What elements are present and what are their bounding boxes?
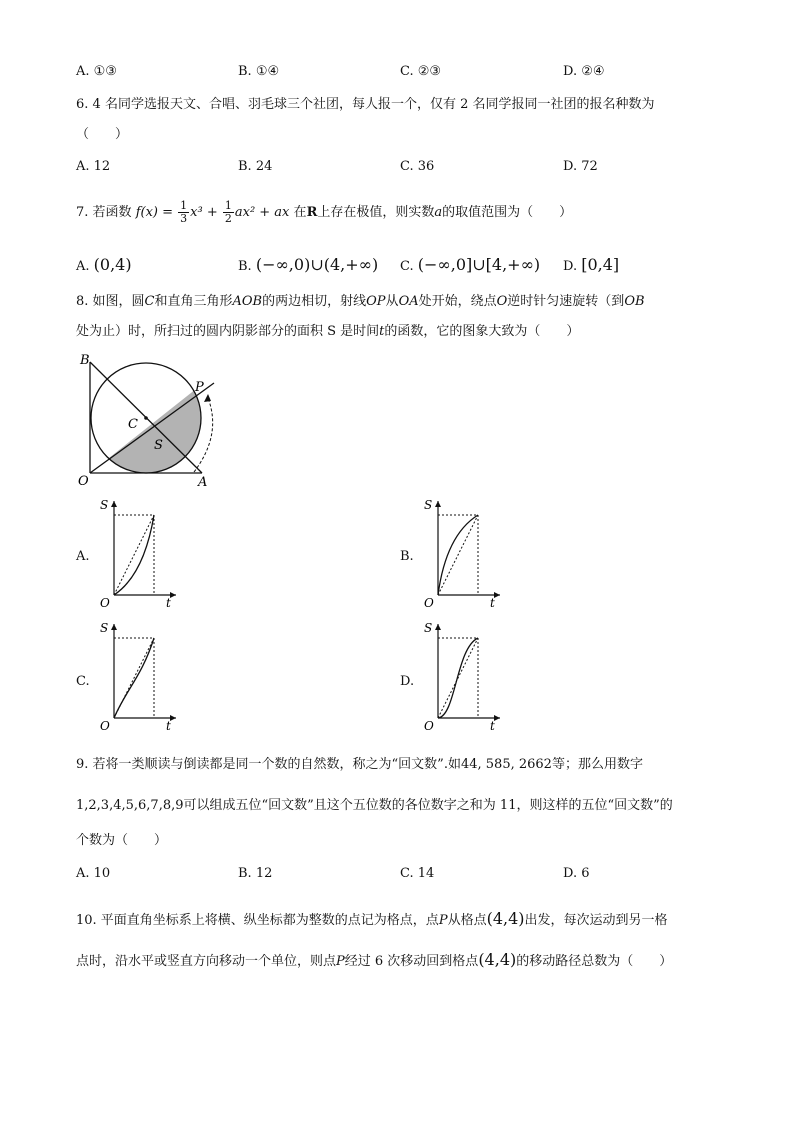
q9-stem-line1 [76,756,643,774]
q6-option-b[interactable]: B. 24 [238,159,273,174]
q6-option-a[interactable]: A. 12 [76,159,111,174]
q8-option-c-label[interactable]: C. [76,674,90,689]
label-B: B [80,353,90,368]
q7-d-value: [0,4] [581,255,620,274]
label-A: A [198,475,208,490]
q10-text-2: 点时，沿水平或竖直方向移动一个单位，则点 [76,954,337,969]
q8-stem-line1 [76,293,645,311]
q9-option-c[interactable]: C. 14 [400,866,435,881]
q8-option-b-label[interactable]: B. [400,549,414,564]
diagonal-dash [438,515,478,595]
q9-text-1b: 等；那么用数字 [551,757,643,772]
q8-var-O: O [496,294,508,309]
q7-term1: x³ + [190,205,218,220]
axis-label-t: t [490,596,495,610]
q10-text-1: 10. 平面直角坐标系上将横、纵坐标都为整数的点记为格点，点 [76,913,439,928]
x-arrow-icon [494,592,500,598]
q8-graph-b[interactable] [416,495,506,610]
q8-text-f: 逆时针匀速旋转（到 [507,294,625,309]
q7-suffix2: 的取值范围为（ ） [442,205,573,220]
axis-label-t: t [166,596,171,610]
axis-label-S: S [100,498,109,512]
q7-b-label: B. [238,259,252,274]
q7-option-c[interactable] [400,256,540,276]
axis-label-t: t [166,719,171,733]
q5-option-c[interactable]: C. ②③ [400,64,442,79]
q8-text-b: 和直角三角形 [154,294,233,309]
q10-var-P-2: P [336,954,345,969]
q8-graph-d[interactable] [416,618,506,733]
q8-var-AOB: AOB [232,294,263,309]
q7-prefix: 7. 若函数 [76,205,132,220]
q9-text-2: 可以组成五位“回文数”且这个五位数的各位数字之和为 11，则这样的五位“回文数”的 [183,798,673,813]
axis-label-t: t [490,719,495,733]
q7-frac2-num: 1 [224,199,232,212]
label-P: P [195,380,204,395]
q7-suffix: 上存在极值，则实数 [317,205,435,220]
q7-option-b[interactable] [238,256,378,276]
q7-frac1-num: 1 [180,199,188,212]
x-arrow-icon [170,592,176,598]
axis-label-O: O [424,719,434,733]
axis-label-O: O [100,719,110,733]
q9-stem-line2 [76,797,673,815]
x-arrow-icon [494,715,500,721]
q8-graph-c[interactable] [92,618,182,733]
q7-fx: f(x) = [135,205,173,220]
q8-figure [70,350,230,490]
q7-d-label: D. [563,259,578,274]
q7-c-value: (−∞,0]∪[4,+∞) [417,255,541,274]
q9-stem-line3: 个数为（ ） [76,833,168,848]
q8-stem-line2 [76,323,579,341]
q10-text-2c: 的移动路径总数为（ ） [516,954,673,969]
q7-frac2-den: 2 [224,212,232,225]
q7-option-d[interactable] [563,256,619,276]
q9-examples: 44, 585, 2662 [460,757,552,772]
q7-a-var: a [434,205,443,220]
label-S: S [154,438,163,453]
q7-a-label: A. [76,259,90,274]
q9-text-1: 9. 若将一类顺读与倒读都是同一个数的自然数，称之为“回文数”.如 [76,757,461,772]
q8-var-t: t [379,324,385,339]
q8-option-a-label[interactable]: A. [76,549,90,564]
q10-point-2: (4,4) [478,950,517,969]
q8-option-d-label[interactable]: D. [400,674,415,689]
q10-text-1b: 从格点 [447,913,487,928]
q8-text-d: 从 [385,294,399,309]
q8-text-e: 处开始，绕点 [418,294,497,309]
q8-text-c: 的两边相切，射线 [262,294,367,309]
q8-text-line2b: 的函数，它的图象大致为（ ） [384,324,580,339]
axis-label-S: S [100,621,109,635]
q10-stem-line1 [76,910,668,930]
label-C: C [128,417,138,432]
q7-frac1-den: 3 [180,212,188,225]
axis-label-S: S [424,621,433,635]
diagonal-dash [114,515,154,595]
q9-option-d[interactable]: D. 6 [563,866,590,881]
y-arrow-icon [435,624,441,630]
q7-mid: 在 [293,205,307,220]
q5-option-b[interactable]: B. ①④ [238,64,280,79]
q8-graph-a[interactable] [92,495,182,610]
q8-var-OB: OB [624,294,645,309]
q6-option-c[interactable]: C. 36 [400,159,435,174]
q7-option-a[interactable] [76,256,132,276]
q6-paren: （ ） [76,127,129,142]
q7-c-label: C. [400,259,414,274]
q8-var-OA: OA [398,294,419,309]
q10-var-P: P [438,913,448,928]
axis-label-O: O [100,596,110,610]
q7-stem [76,198,572,228]
axis-label-O: O [424,596,434,610]
q6-stem: 6. 4 名同学选报天文、合唱、羽毛球三个社团，每人报一个，仅有 2 名同学报同一社团的报名种数为 [76,97,655,112]
q7-fraction-2 [223,200,234,225]
q10-text-1c: 出发，每次运动到另一格 [524,913,668,928]
y-arrow-icon [435,501,441,507]
q8-text-a: 8. 如图，圆 [76,294,145,309]
q8-var-OP: OP [366,294,386,309]
q7-fraction-1 [178,200,189,225]
q8-var-C: C [144,294,155,309]
q6-option-d[interactable]: D. 72 [563,159,598,174]
q7-b-value: (−∞,0)∪(4,+∞) [255,255,379,274]
center-dot [144,416,148,420]
q7-a-value: (0,4) [93,255,132,274]
axis-label-S: S [424,498,433,512]
y-arrow-icon [111,501,117,507]
x-arrow-icon [170,715,176,721]
q7-R: R [306,205,318,220]
q5-option-d[interactable]: D. ②④ [563,64,605,79]
q10-text-2b: 经过 6 次移动回到格点 [344,954,479,969]
arrow-head-icon [204,394,211,402]
q9-option-b[interactable]: B. 12 [238,866,273,881]
q7-term2: ax² + ax [234,205,290,220]
y-arrow-icon [111,624,117,630]
q10-stem-line2 [76,951,672,971]
q5-option-a[interactable]: A. ①③ [76,64,117,79]
q8-text-line2: 处为止）时，所扫过的圆内阴影部分的面积 S 是时间 [76,324,380,339]
label-O: O [78,474,89,489]
q9-option-a[interactable]: A. 10 [76,866,111,881]
q10-point-1: (4,4) [486,909,525,928]
q9-digits: 1,2,3,4,5,6,7,8,9 [76,798,184,813]
